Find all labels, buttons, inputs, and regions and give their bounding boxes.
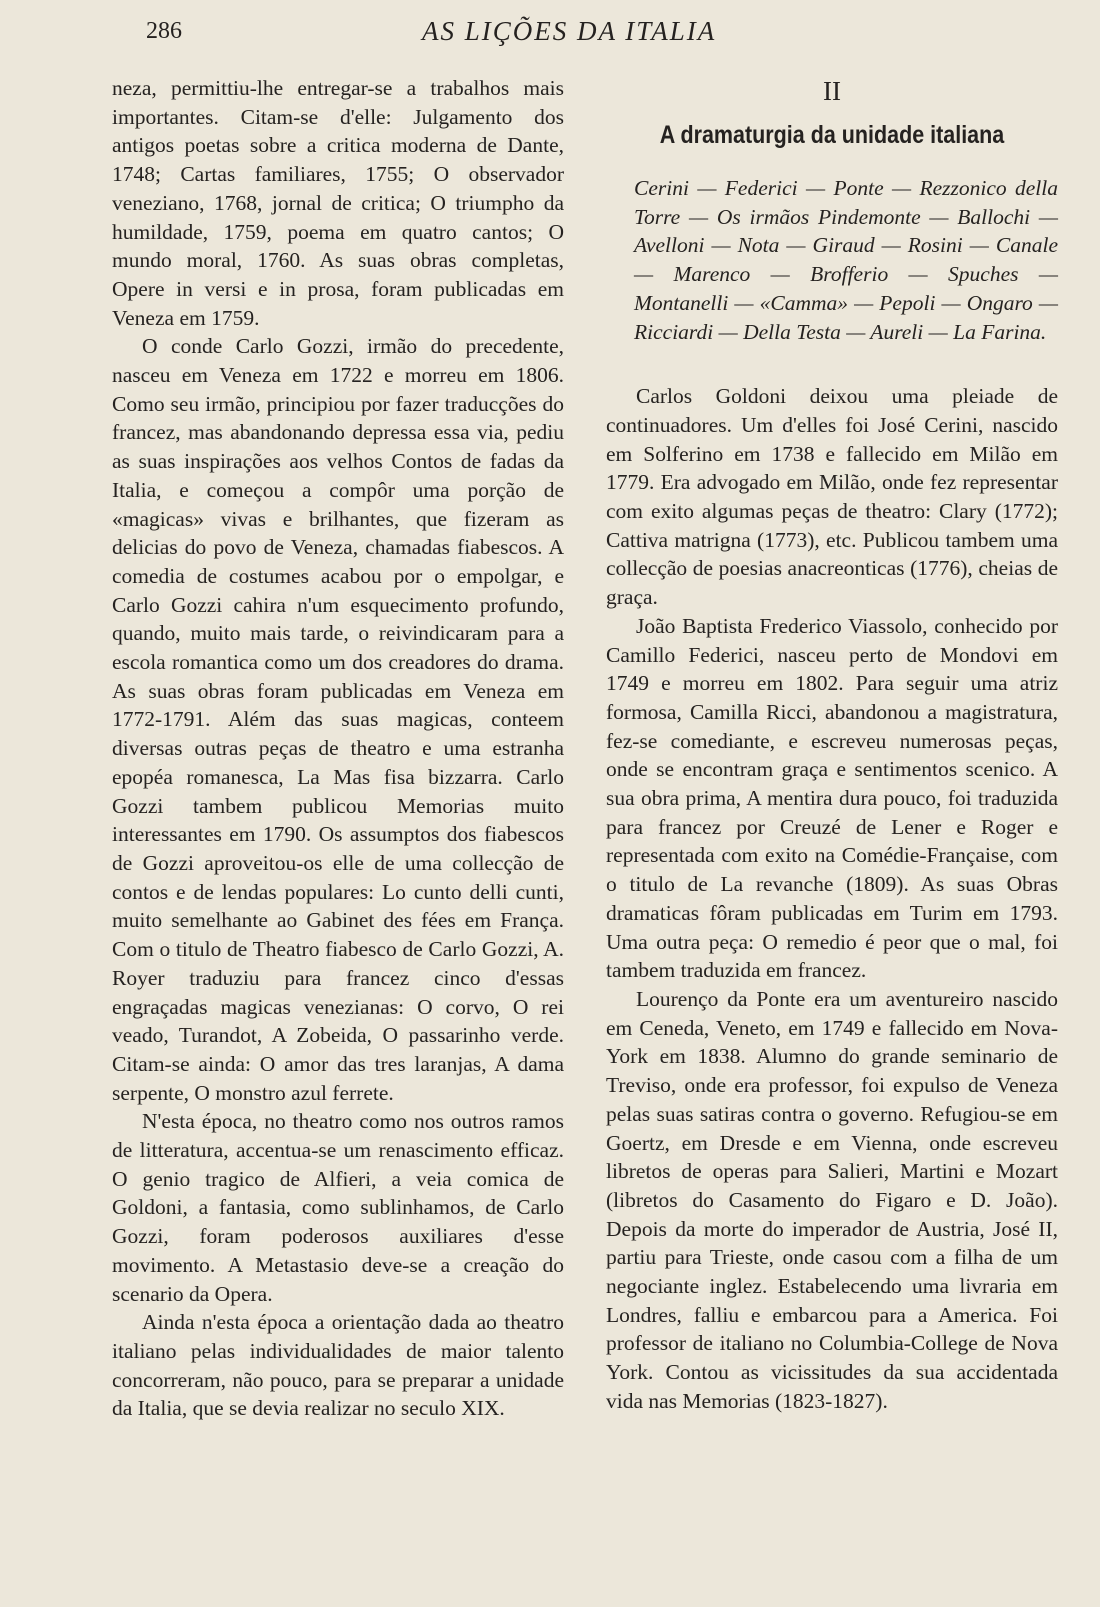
chapter-title: A dramaturgia da unidade italiana — [659, 121, 1005, 149]
paragraph-da-ponte: Lourenço da Ponte era um aventureiro nascido em Ceneda, Veneto, em 1749 e fallecido em Nova-York em 1838. Alumno do grande seminario de Treviso, onde era professor, foi expulso de Veneza pelas suas satiras contra o governo. Refugiou-se em Goertz, em Dresde e em Vienna, onde escreveu libretos de operas para Salieri, Martini e Mozart (libretos do Casamento do Figaro e D. João). Depois da morte do imperador de Austria, José II, partiu para Trieste, onde casou com a filha de um negociante inglez. Estabelecendo uma livraria em Londres, falliu e embarcou para a America. Foi professor de italiano no Columbia-College de Nova York. Contou as vicissitudes da sua accidentada vida nas Memorias (1823-1827). — [606, 986, 1058, 1413]
paragraph-carlo-gozzi: O conde Carlo Gozzi, irmão do precedente, nasceu em Veneza em 1722 e morreu em 1806. Como seu irmão, principiou por fazer traducções do francez, mas abandonando depressa essa via, pediu as suas inspirações aos velhos Contos de fadas da Italia, e começou a compôr uma porção de «magicas» vivas e brilhantes, que fizeram as delicias do povo de Veneza, chamadas fiabescos. A comedia de costumes acabou por o empolgar, e Carlo Gozzi cahira n'um esquecimento profundo, quando, muito mais tarde, o reivindicaram para a escola romantica como um dos creadores do drama. As suas obras foram publicadas em Veneza em 1772-1791. Além das suas magicas, conteem diversas outras peças de theatro e uma estranha epopéa romanesca, La Mas fisa bizzarra. Carlo Gozzi tambem publicou Memorias muito interessantes em 1790. Os assumptos dos fiabescos de Gozzi aproveitou-os elle de uma collecção de contos e de lendas populares: Lo cunto delli cunti, muito semelhante ao Gabinet des fées em França. Com o titulo de Theatro fiabesco de Carlo Gozzi, A. Royer traduziu para francez cinco d'essas engraçadas magicas venezianas: O corvo, O rei veado, Turandot, A Zobeida, O passarinho verde. Citam-se ainda: O amor das tres laranjas, A dama serpente, O monstro azul ferrete. — [112, 334, 564, 1105]
left-column — [112, 74, 564, 1423]
running-title: AS LIÇÕES DA ITALIA — [422, 16, 717, 46]
page-header — [0, 14, 1100, 54]
chapter-number: II — [823, 76, 841, 106]
paragraph-unidade: Ainda n'esta época a orientação dada ao theatro italiano pelas individualidades de maior talento concorreram, não pouco, para se preparar a unidade da Italia, que se devia realizar no seculo XIX. — [112, 1310, 564, 1421]
paragraph-cerini: Carlos Goldoni deixou uma pleiade de continuadores. Um d'elles foi José Cerini, nascido em Solferino em 1738 e fallecido em Milão em 1779. Era advogado em Milão, onde fez representar com exito algumas peças de theatro: Clary (1772); Cattiva matrigna (1773), etc. Publicou tambem uma collecção de poesias anacreonticas (1776), cheias de graça. — [606, 384, 1058, 610]
paragraph-continuation: neza, permittiu-lhe entregar-se a trabalhos mais importantes. Citam-se d'elle: Julgamento dos antigos poetas sobre a critica moderna de Dante, 1748; Cartas familiares, 1755; O observador veneziano, 1768, jornal de critica; O triumpho da humildade, 1759, poema em quatro cantos; O mundo moral, 1760. As suas obras completas, Opere in versi e in prosa, foram publicadas em Veneza em 1759. — [112, 76, 564, 330]
right-column — [606, 74, 1058, 1416]
paragraph-renascimento: N'esta época, no theatro como nos outros ramos de litteratura, accentua-se um renascimento efficaz. O genio tragico de Alfieri, a veia comica de Goldoni, a fantasia, como sublinhamos, de Carlo Gozzi, foram poderosos auxiliares d'esse movimento. A Metastasio deve-se a creação do scenario da Opera. — [112, 1109, 564, 1306]
page-number: 286 — [146, 18, 182, 44]
chapter-summary: Cerini — Federici — Ponte — Rezzonico della Torre — Os irmãos Pindemonte — Ballochi — Avelloni — Nota — Giraud — Rosini — Canale — Marenco — Brofferio — Spuches — Montanelli — «Camma» — Pepoli — Ongaro — Ricciardi — Della Testa — Aureli — La Farina. — [634, 176, 1058, 344]
paragraph-federici: João Baptista Frederico Viassolo, conhecido por Camillo Federici, nasceu perto de Mondovi em 1749 e morreu em 1802. Para seguir uma atriz formosa, Camilla Ricci, abandonou a magistratura, fez-se comediante, e escreveu numerosas peças, onde se encontram graça e sentimentos scenico. A sua obra prima, A mentira dura pouco, foi traduzida para francez por Creuzé de Lener e Roger e representada com exito na Comédie-Française, com o titulo de La revanche (1809). As suas Obras dramaticas fôram publicadas em Turim em 1793. Uma outra peça: O remedio é peor que o mal, foi tambem traduzida em francez. — [606, 613, 1058, 983]
